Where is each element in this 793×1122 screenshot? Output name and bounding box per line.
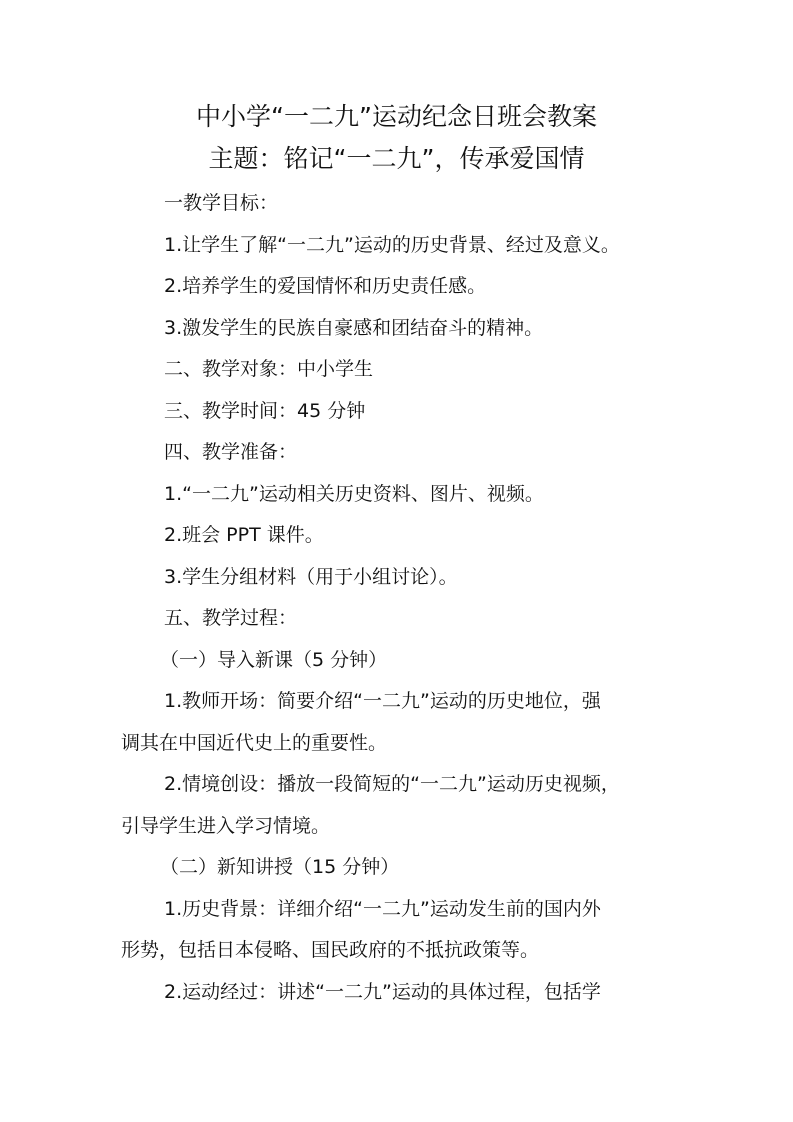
preparation-item: 3.学生分组材料（用于小组讨论）。 bbox=[164, 566, 458, 588]
section-heading-duration: 三、教学时间：45 分钟 bbox=[164, 400, 366, 422]
subsection-heading-intro: （一）导入新课（5 分钟） bbox=[160, 649, 388, 671]
objective-item: 3.激发学生的民族自豪感和团结奋斗的精神。 bbox=[164, 317, 544, 339]
section-heading-preparation: 四、教学准备： bbox=[164, 441, 298, 463]
document-title: 中小学“一二九”运动纪念日班会教案 bbox=[196, 102, 597, 131]
document-subtitle: 主题：铭记“一二九”，传承爱国情 bbox=[208, 144, 585, 173]
paragraph-line: 1.历史背景：详细介绍“一二九”运动发生前的国内外 bbox=[164, 898, 601, 920]
paragraph-line: 2.情境创设：播放一段简短的“一二九”运动历史视频， bbox=[164, 773, 620, 795]
paragraph-line: 1.教师开场：简要介绍“一二九”运动的历史地位，强 bbox=[164, 690, 601, 712]
objective-item: 2.培养学生的爱国情怀和历史责任感。 bbox=[164, 275, 487, 297]
section-heading-process: 五、教学过程： bbox=[164, 607, 298, 629]
subsection-heading-teaching: （二）新知讲授（15 分钟） bbox=[160, 856, 400, 878]
paragraph-line: 2.运动经过：讲述“一二九”运动的具体过程，包括学 bbox=[164, 981, 601, 1003]
section-heading-objectives: 一教学目标： bbox=[164, 192, 279, 214]
preparation-item: 1.“一二九”运动相关历史资料、图片、视频。 bbox=[164, 483, 544, 505]
paragraph-line: 形势，包括日本侵略、国民政府的不抵抗政策等。 bbox=[121, 939, 540, 961]
section-heading-audience: 二、教学对象：中小学生 bbox=[164, 358, 374, 380]
objective-item: 1.让学生了解“一二九”运动的历史背景、经过及意义。 bbox=[164, 234, 620, 256]
paragraph-line: 引导学生进入学习情境。 bbox=[121, 815, 331, 837]
paragraph-line: 调其在中国近代史上的重要性。 bbox=[121, 732, 388, 754]
preparation-item: 2.班会 PPT 课件。 bbox=[164, 524, 324, 546]
